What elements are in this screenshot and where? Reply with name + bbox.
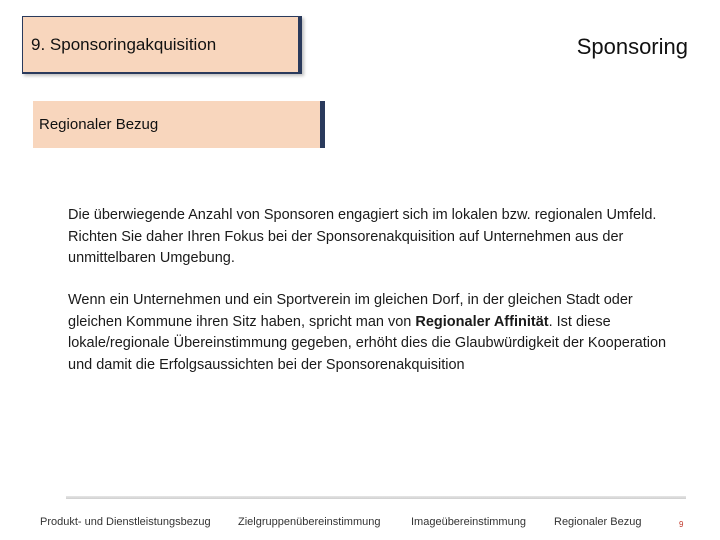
subheading-box <box>33 101 325 148</box>
footer-item-image[interactable]: Imageübereinstimmung <box>411 516 526 528</box>
page-number: 9 <box>679 520 684 529</box>
topic-title: Sponsoring <box>576 34 688 59</box>
section-title-box <box>22 16 302 74</box>
section-title: 9. Sponsoringakquisition <box>31 34 217 54</box>
body-paragraph-2-end: . Ist diese lokale/regionale Übereinstimmung gegeben, erhöht dies die Glaubwürdigkeit der Kooperation und damit die Erfolgsaussichten bei der Sponsorenakquisition <box>68 313 667 373</box>
regional-affinity-term: Regionaler Affinität <box>415 313 549 330</box>
body-paragraph-2 <box>68 290 688 376</box>
footer-item-regional[interactable]: Regionaler Bezug <box>554 516 642 528</box>
footer-nav <box>0 516 720 532</box>
body-paragraph-2-start: Wenn ein Unternehmen und ein Sportverein im gleichen Dorf, in der gleichen Stadt oder gleichen Kommune ihren Sitz haben, spricht man von <box>68 292 633 330</box>
footer-item-produkt[interactable]: Produkt- und Dienstleistungsbezug <box>40 516 211 528</box>
footer-divider <box>66 496 686 499</box>
subheading: Regionaler Bezug <box>39 116 159 133</box>
body-paragraph-1: Die überwiegende Anzahl von Sponsoren engagiert sich im lokalen bzw. regionalen Umfeld. Richten Sie daher Ihren Fokus bei der Sponsorenakquisition auf Unternehmen aus der unmittelbaren Umgebung. <box>68 207 657 266</box>
footer-item-zielgruppe[interactable]: Zielgruppenübereinstimmung <box>238 516 381 528</box>
